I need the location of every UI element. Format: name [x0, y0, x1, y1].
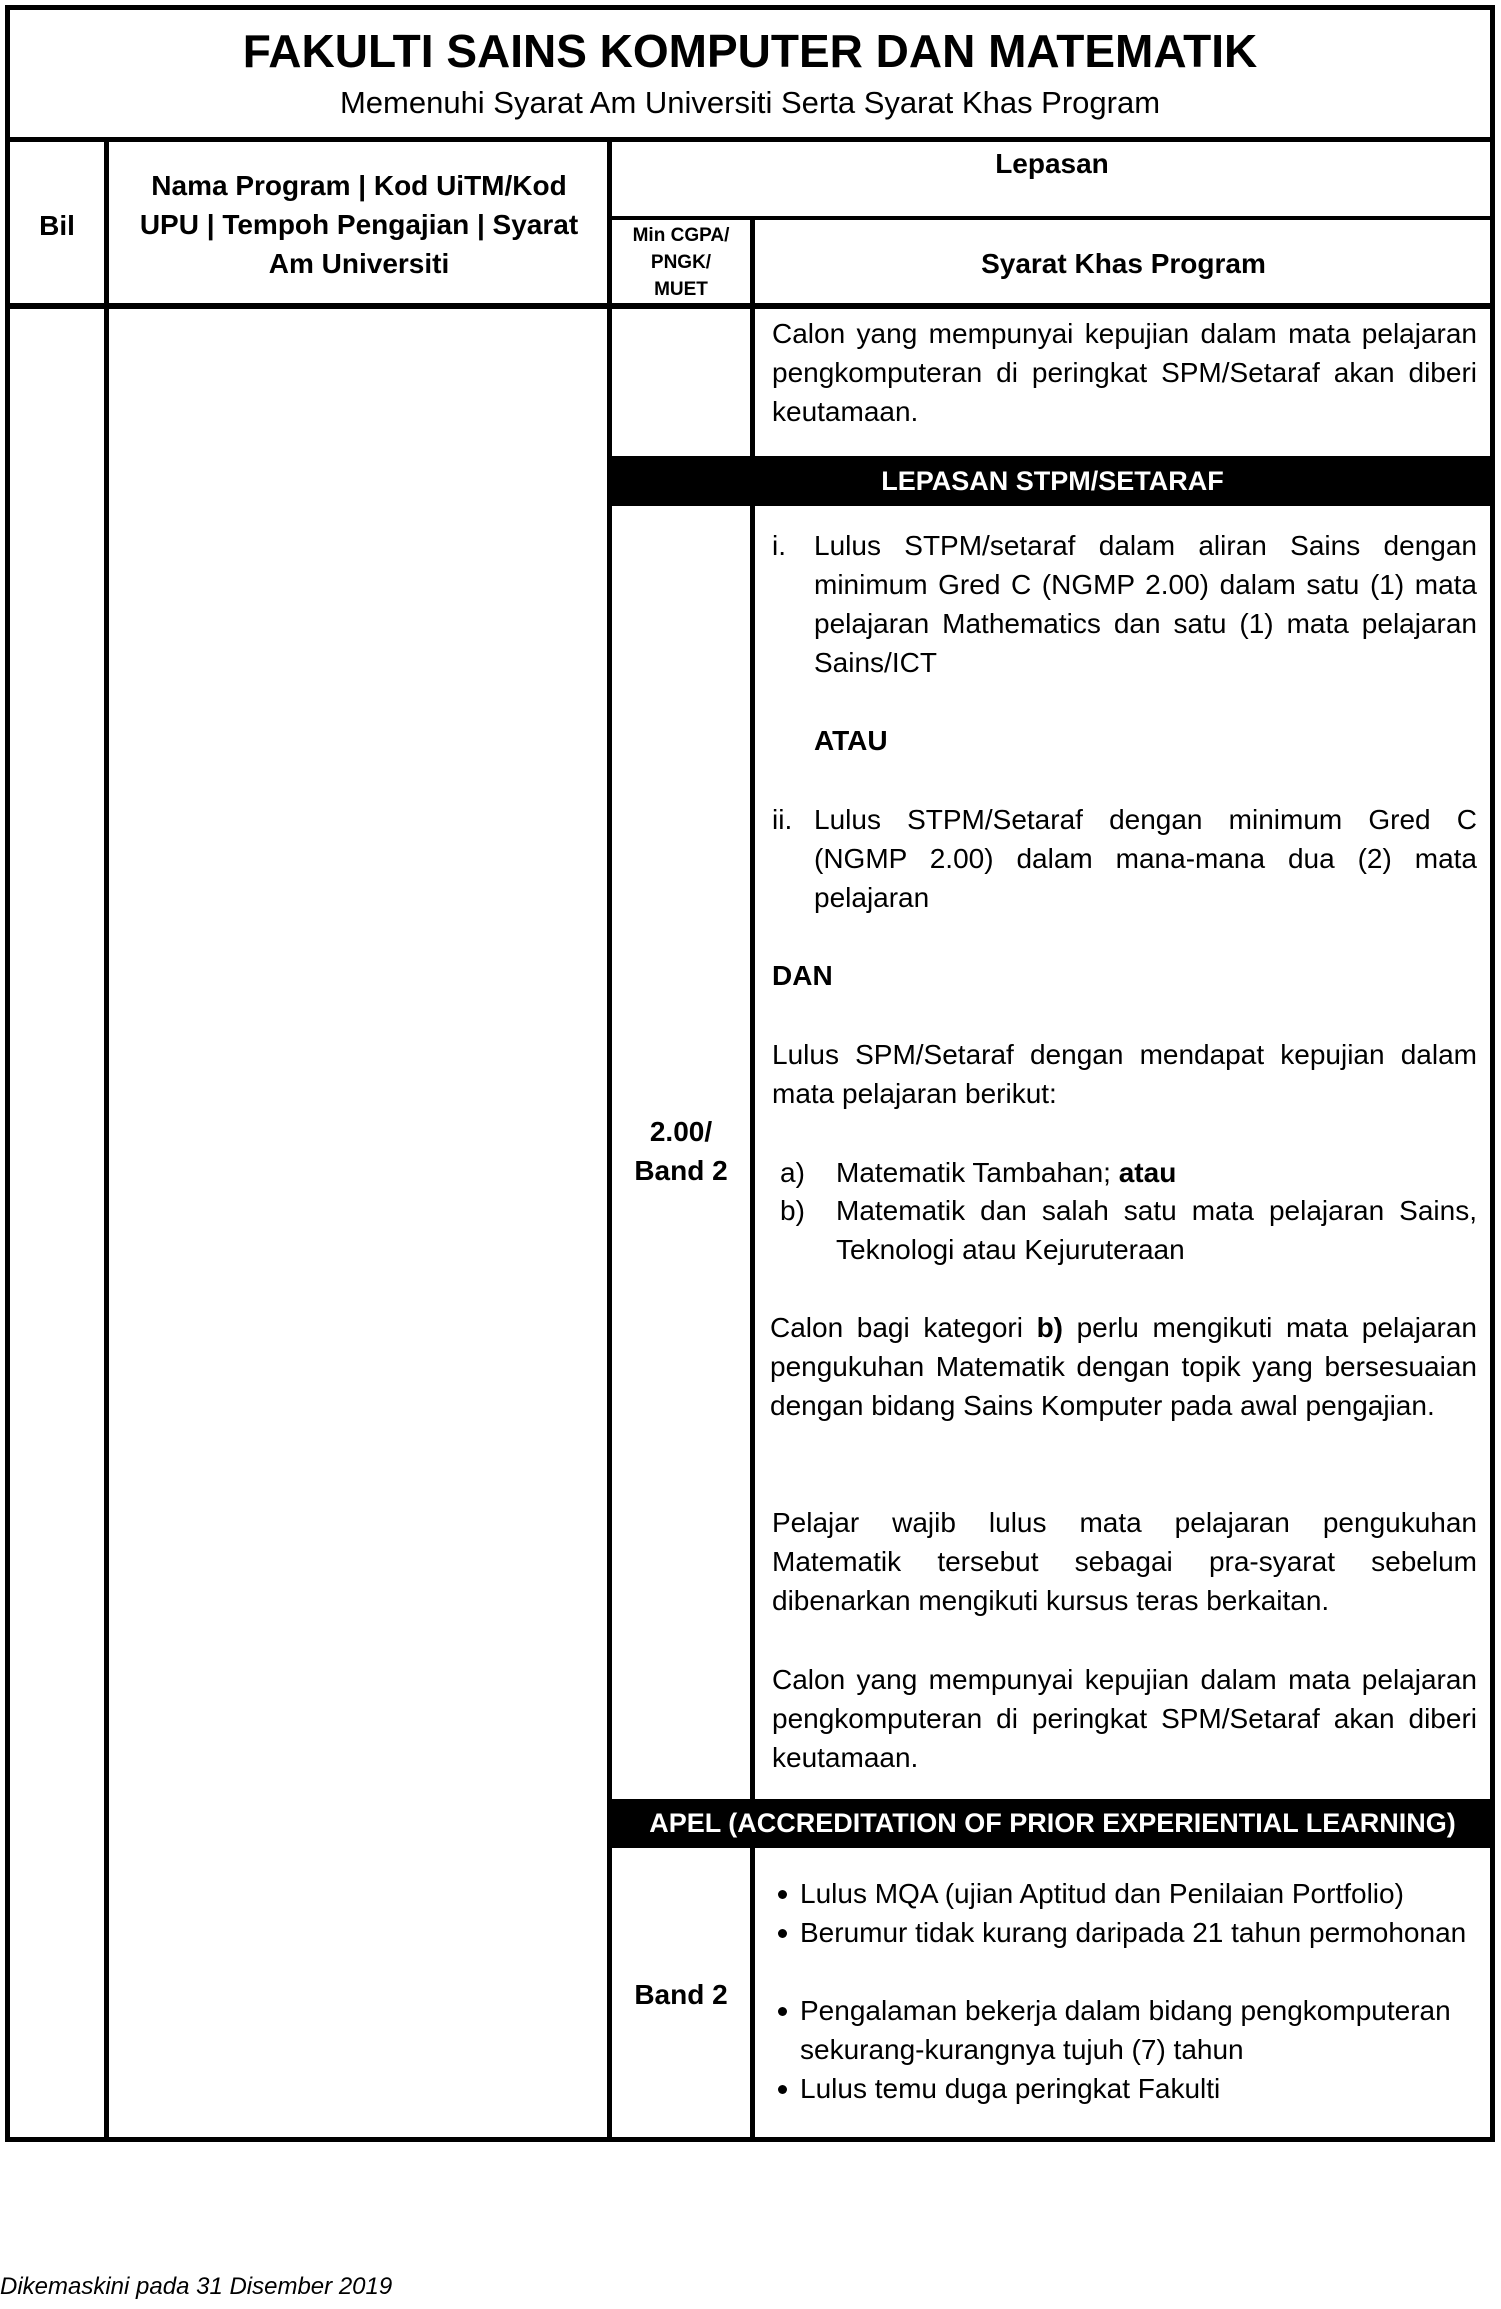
col-divider-min-3	[750, 1848, 755, 2140]
calon-kategori-b-text	[770, 1308, 1477, 1425]
page-title: FAKULTI SAINS KOMPUTER DAN MATEMATIK	[242, 25, 1258, 77]
pelajar-wajib-text: Pelajar wajib lulus mata pelajaran pengukuhan Matematik tersebut sebagai pra-syarat sebelum dibenarkan mengikuti kursus teras berkaitan.	[772, 1507, 1477, 1616]
calon-b-pre: Calon bagi kategori	[770, 1312, 1037, 1343]
option-a-bold: atau	[1118, 1157, 1177, 1188]
bullet-icon	[778, 1890, 787, 1899]
item-i-text: Lulus STPM/setaraf dalam aliran Sains dengan minimum Gred C (NGMP 2.00) dalam satu (1) mata pelajaran Mathematics dan satu (1) mata pelajaran Sains/ICT	[814, 530, 1477, 678]
title-divider	[5, 137, 1495, 142]
apel-min-cgpa: Band 2	[634, 1979, 728, 2010]
col-divider-min-2	[750, 506, 755, 1799]
option-a	[836, 1153, 1477, 1192]
option-b-text: Matematik dan salah satu mata pelajaran Sains, Teknologi atau Kejuruteraan	[836, 1195, 1477, 1265]
lepasan-divider	[610, 216, 1495, 220]
option-a-marker: a)	[780, 1157, 805, 1188]
option-b-marker: b)	[780, 1195, 805, 1226]
apel-heading-bar	[610, 1799, 1495, 1848]
calon-b-post: perlu mengikuti mata pelajaran pengukuhan Matematik dengan topik yang bersesuaian dengan bidang Sains Komputer pada awal pengajian.	[770, 1312, 1477, 1421]
apel-bullet-2: Berumur tidak kurang daripada 21 tahun permohonan	[800, 1917, 1467, 1948]
stpm-heading: LEPASAN STPM/SETARAF	[881, 466, 1224, 496]
header-nama-program: Nama Program | Kod UiTM/Kod UPU | Tempoh Pengajian | Syarat Am Universiti	[139, 170, 579, 279]
header-lepasan: Lepasan	[995, 148, 1109, 179]
header-bil: Bil	[39, 210, 75, 241]
header-min-cgpa-line1: Min CGPA/	[632, 225, 730, 246]
apel-bullet-4: Lulus temu duga peringkat Fakulti	[800, 2073, 1221, 2104]
apel-bullet-3: Pengalaman bekerja dalam bidang pengkomputeran sekurang-kurangnya tujuh (7) tahun	[800, 1995, 1451, 2065]
bullet-icon	[778, 2085, 787, 2094]
stpm-min-line2: Band 2	[634, 1155, 728, 1186]
stpm-min-cgpa	[612, 1112, 750, 1190]
header-bottom	[5, 303, 1495, 309]
bullet-icon	[778, 2007, 787, 2016]
dan-label: DAN	[772, 960, 833, 991]
page-subtitle: Memenuhi Syarat Am Universiti Serta Syarat Khas Program	[339, 85, 1161, 120]
item-ii-marker: ii.	[772, 804, 793, 835]
spm-requirement-text: Lulus SPM/Setaraf dengan mendapat kepujian dalam mata pelajaran berikut:	[772, 1039, 1477, 1109]
apel-bullet-1: Lulus MQA (ujian Aptitud dan Penilaian Portfolio)	[800, 1878, 1404, 1909]
item-ii-text: Lulus STPM/Setaraf dengan minimum Gred C (NGMP 2.00) dalam mana-mana dua (2) mata pelajaran	[814, 804, 1477, 913]
stpm-min-line1: 2.00/	[649, 1116, 713, 1147]
header-min-cgpa-line3: MUET	[654, 279, 708, 300]
stpm-keutamaan-text: Calon yang mempunyai kepujian dalam mata pelajaran pengkomputeran di peringkat SPM/Setaraf akan diberi keutamaan.	[772, 1664, 1477, 1773]
header-min-cgpa-line2: PNGK/	[650, 252, 712, 273]
header-min-cgpa	[612, 222, 750, 303]
updated-date: Dikemaskini pada 31 Disember 2019	[0, 2273, 393, 2300]
top-keutamaan-text: Calon yang mempunyai kepujian dalam mata pelajaran pengkomputeran di peringkat SPM/Setaraf akan diberi keutamaan.	[772, 318, 1477, 427]
atau-label: ATAU	[814, 725, 888, 756]
option-a-text: Matematik Tambahan;	[836, 1157, 1119, 1188]
stpm-heading-bar	[610, 456, 1495, 506]
header-syarat-khas: Syarat Khas Program	[981, 248, 1266, 279]
calon-b-bold: b)	[1036, 1312, 1063, 1343]
bullet-icon	[778, 1929, 787, 1938]
apel-heading: APEL (ACCREDITATION OF PRIOR EXPERIENTIAL LEARNING)	[649, 1808, 1456, 1838]
item-i-marker: i.	[772, 530, 786, 561]
col-divider-bil	[104, 140, 109, 2140]
